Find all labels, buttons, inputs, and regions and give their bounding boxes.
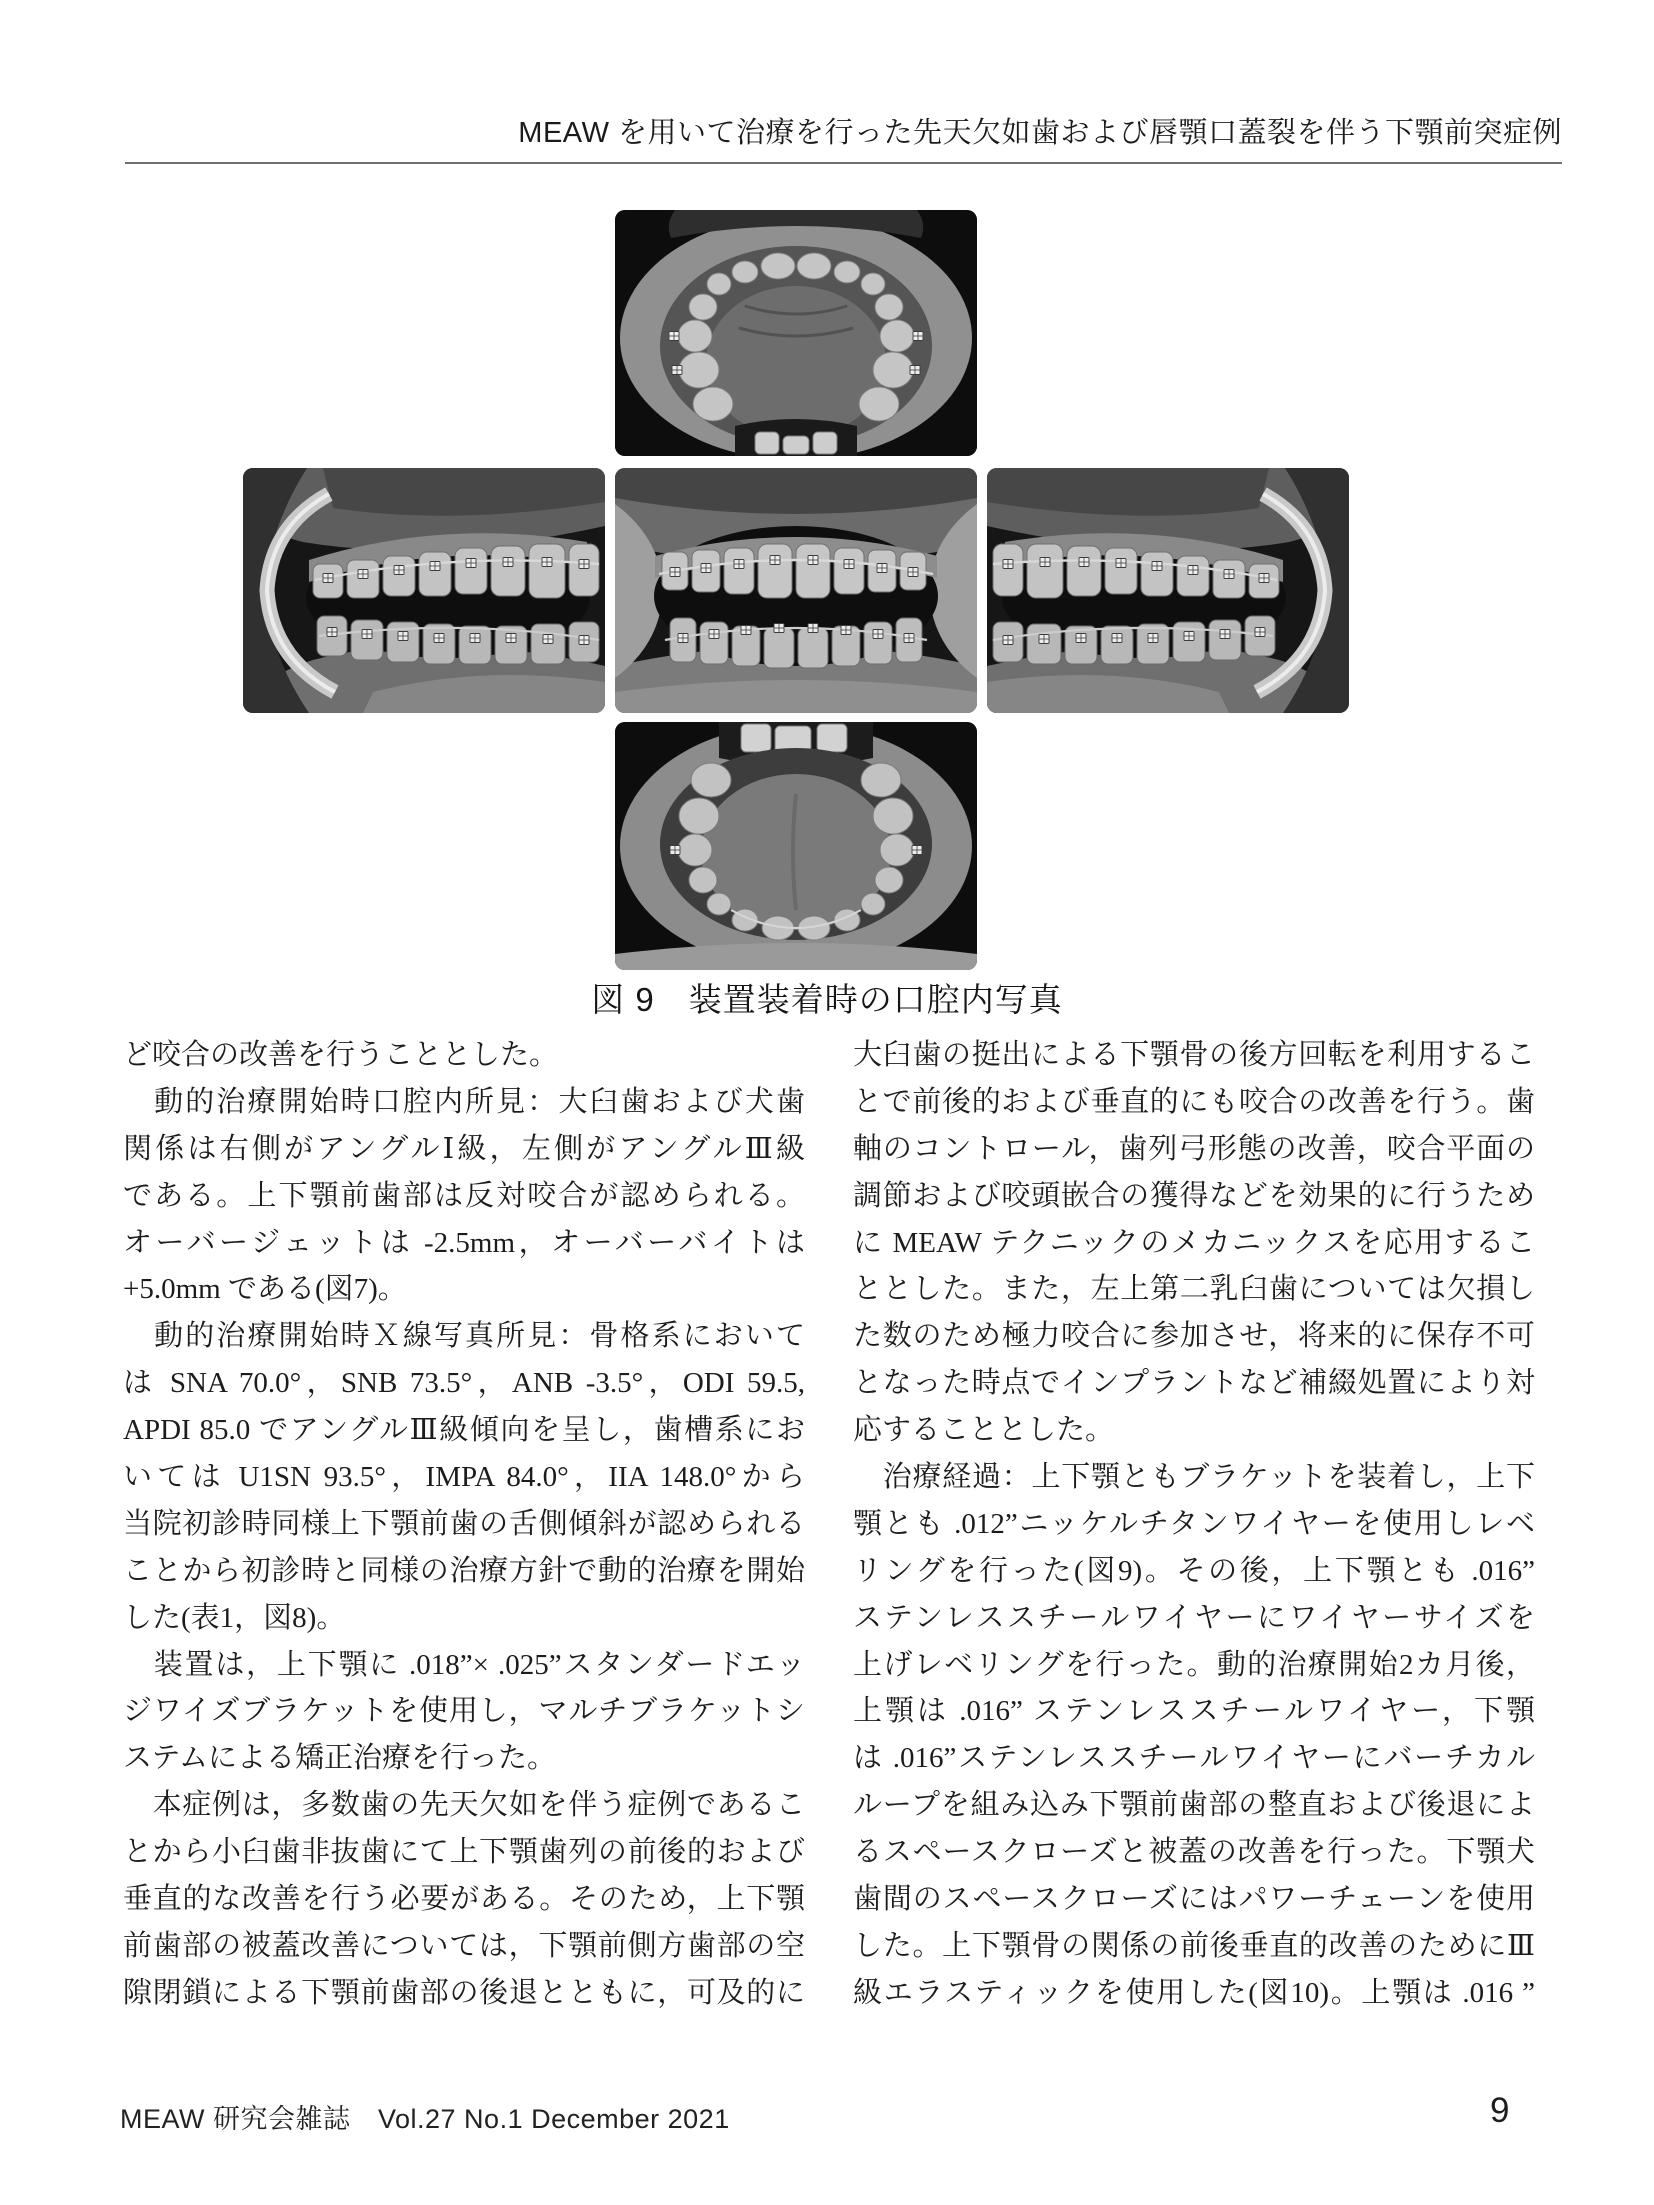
photo-lower-occlusal: [615, 722, 977, 970]
text-line: 調節および咬頭嵌合の獲得などを効果的に行うため: [853, 1179, 1535, 1212]
text-line: リングを行った(図9)。その後，上下顎とも .016”: [853, 1554, 1535, 1587]
text-line: ステンレススチールワイヤーにワイヤーサイズを: [853, 1601, 1535, 1634]
text-line: 関係は右側がアングルⅠ級，左側がアングルⅢ級: [123, 1132, 805, 1165]
text-line: 治療経過：上下顎ともブラケットを装着し，上下: [853, 1461, 1535, 1494]
text-line: 上顎は .016” ステンレススチールワイヤー，下顎: [853, 1695, 1535, 1728]
text-line: ど咬合の改善を行うこととした。: [123, 1039, 559, 1071]
text-line: 装置は，上下顎に .018”× .025”スタンダードエッ: [123, 1648, 805, 1681]
body-left-column: [123, 1032, 805, 2017]
running-head-title: MEAW を用いて治療を行った先天欠如歯および唇顎口蓋裂を伴う下顎前突症例: [518, 117, 1562, 149]
text-line: 動的治療開始時口腔内所見：大臼歯および犬歯: [123, 1085, 805, 1118]
text-line: 本症例は，多数歯の先天欠如を伴う症例であるこ: [123, 1789, 805, 1822]
text-line: 軸のコントロール，歯列弓形態の改善，咬合平面の: [853, 1132, 1535, 1165]
text-line: オーバージェットは -2.5mm，オーバーバイトは: [123, 1226, 805, 1259]
text-line: るスペースクローズと被蓋の改善を行った。下顎犬: [853, 1836, 1535, 1869]
photo-left-lateral: [987, 468, 1349, 713]
text-line: とで前後的および垂直的にも咬合の改善を行う。歯: [853, 1085, 1535, 1118]
text-line: 顎とも .012”ニッケルチタンワイヤーを使用しレベ: [853, 1507, 1535, 1540]
text-line: 上げレベリングを行った。動的治療開始2カ月後，: [853, 1648, 1535, 1681]
text-line: となった時点でインプラントなど補綴処置により対: [853, 1367, 1535, 1400]
text-line: に MEAW テクニックのメカニックスを応用するこ: [853, 1226, 1535, 1259]
text-line: た数のため極力咬合に参加させ，将来的に保存不可: [853, 1320, 1535, 1353]
text-line: ステムによる矯正治療を行った。: [123, 1742, 556, 1775]
text-line: 級エラスティックを使用した(図10)。上顎は .016 ”: [853, 1976, 1535, 2009]
text-line: である。上下顎前歯部は反対咬合が認められる。: [123, 1179, 805, 1212]
text-line: した(表1，図8)。: [123, 1601, 346, 1634]
text-line: ジワイズブラケットを使用し，マルチブラケットシ: [123, 1695, 805, 1728]
text-line: は .016”ステンレススチールワイヤーにバーチカル: [853, 1742, 1535, 1775]
text-line: 垂直的な改善を行う必要がある。そのため，上下顎: [123, 1883, 805, 1916]
text-line: ととした。また，左上第二乳臼歯については欠損し: [853, 1273, 1535, 1306]
photo-upper-occlusal: [615, 210, 977, 456]
figure-caption: 図 9 装置装着時の口腔内写真: [591, 981, 1063, 1018]
body-right-column: [853, 1032, 1535, 2017]
footer-journal-title: MEAW 研究会雑誌 Vol.27 No.1 December 2021: [120, 2104, 730, 2134]
text-line: ことから初診時と同様の治療方針で動的治療を開始: [123, 1554, 805, 1587]
photo-right-lateral: [243, 468, 605, 713]
text-line: 動的治療開始時Ｘ線写真所見：骨格系において: [123, 1320, 805, 1353]
text-line: 大臼歯の挺出による下顎骨の後方回転を利用するこ: [853, 1039, 1535, 1071]
footer-page-number: 9: [1490, 2091, 1510, 2130]
header-rule: [125, 162, 1562, 164]
text-line: 当院初診時同様上下顎前歯の舌側傾斜が認められる: [123, 1507, 805, 1540]
text-line: +5.0mm である(図7)。: [123, 1273, 407, 1306]
text-line: 応することとした。: [853, 1414, 1115, 1447]
text-line: 前歯部の被蓋改善については，下顎前側方歯部の空: [123, 1929, 805, 1962]
text-line: 歯間のスペースクローズにはパワーチェーンを使用: [853, 1883, 1535, 1916]
text-line: 隙閉鎖による下顎前歯部の後退とともに，可及的に: [123, 1976, 805, 2009]
text-line: APDI 85.0 でアングルⅢ級傾向を呈し，歯槽系にお: [123, 1414, 805, 1447]
text-line: とから小臼歯非抜歯にて上下顎歯列の前後的および: [123, 1836, 805, 1869]
text-line: した。上下顎骨の関係の前後垂直的改善のためにⅢ: [853, 1929, 1535, 1962]
text-line: は SNA 70.0°，SNB 73.5°，ANB -3.5°，ODI 59.5,: [123, 1367, 805, 1400]
text-line: いては U1SN 93.5°，IMPA 84.0°，IIA 148.0°から: [123, 1461, 805, 1494]
text-line: ループを組み込み下顎前歯部の整直および後退によ: [853, 1789, 1535, 1822]
photo-frontal: [615, 468, 977, 713]
